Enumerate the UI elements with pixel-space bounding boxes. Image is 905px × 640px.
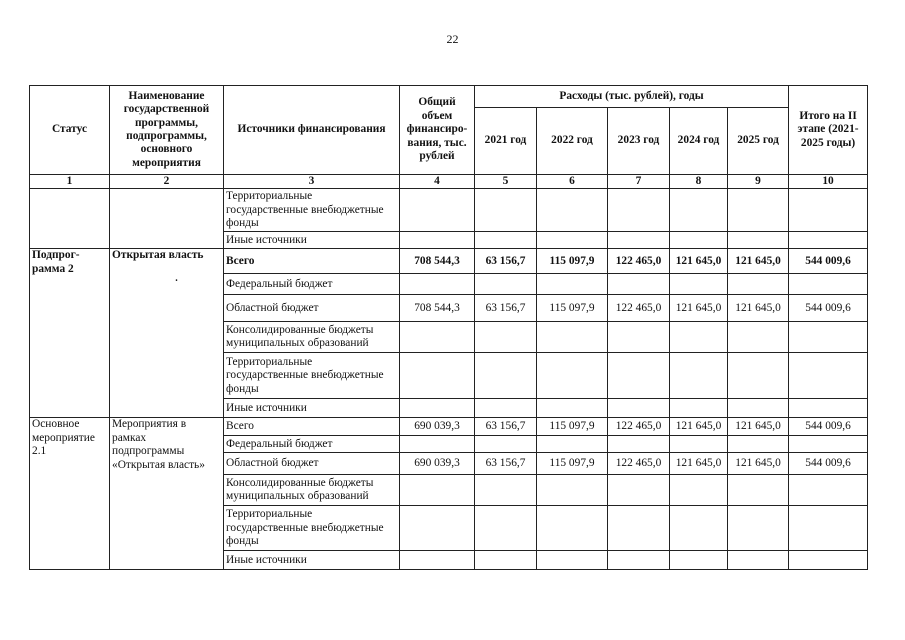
header-stage-total: Итого на II этапе (2021-2025 годы) xyxy=(789,86,868,175)
value-cell xyxy=(728,322,789,353)
value-cell xyxy=(400,232,475,249)
source-cell: Территориальные государственные внебюджетные фонды xyxy=(224,189,400,232)
value-cell: 690 039,3 xyxy=(400,453,475,475)
header-year: 2023 год xyxy=(608,108,670,175)
value-cell xyxy=(537,399,608,418)
header-year: 2024 год xyxy=(670,108,728,175)
table-row xyxy=(30,249,868,274)
value-cell: 544 009,6 xyxy=(789,418,868,436)
value-cell: 121 645,0 xyxy=(670,418,728,436)
column-number: 8 xyxy=(670,175,728,189)
status-cell: Подпрог-рамма 2 xyxy=(30,249,110,418)
value-cell xyxy=(537,436,608,453)
source-cell: Всего xyxy=(224,418,400,436)
value-cell xyxy=(608,551,670,570)
value-cell xyxy=(670,232,728,249)
value-cell xyxy=(789,274,868,295)
value-cell xyxy=(728,353,789,399)
value-cell: 115 097,9 xyxy=(537,453,608,475)
value-cell xyxy=(608,322,670,353)
value-cell xyxy=(670,551,728,570)
value-cell: 63 156,7 xyxy=(475,453,537,475)
source-cell: Иные источники xyxy=(224,399,400,418)
source-cell: Консолидированные бюджеты муниципальных образований xyxy=(224,475,400,506)
value-cell xyxy=(728,232,789,249)
value-cell xyxy=(400,399,475,418)
value-cell xyxy=(608,189,670,232)
value-cell xyxy=(475,399,537,418)
value-cell xyxy=(400,274,475,295)
value-cell xyxy=(789,322,868,353)
value-cell: 690 039,3 xyxy=(400,418,475,436)
value-cell xyxy=(728,399,789,418)
name-cell xyxy=(110,189,224,249)
value-cell: 708 544,3 xyxy=(400,295,475,322)
table-row xyxy=(30,418,868,436)
header-name: Наименование государственной программы, подпрограммы, основного мероприятия xyxy=(110,86,224,175)
value-cell: 122 465,0 xyxy=(608,295,670,322)
value-cell xyxy=(670,436,728,453)
value-cell: 121 645,0 xyxy=(728,295,789,322)
value-cell: 115 097,9 xyxy=(537,295,608,322)
value-cell: 121 645,0 xyxy=(728,453,789,475)
value-cell xyxy=(670,322,728,353)
value-cell xyxy=(400,322,475,353)
value-cell xyxy=(670,189,728,232)
value-cell xyxy=(608,475,670,506)
value-cell xyxy=(475,506,537,551)
source-cell: Областной бюджет xyxy=(224,453,400,475)
value-cell: 115 097,9 xyxy=(537,418,608,436)
value-cell xyxy=(789,189,868,232)
budget-table xyxy=(29,85,868,570)
value-cell xyxy=(670,506,728,551)
name-text: Открытая власть xyxy=(112,249,204,262)
value-cell xyxy=(537,551,608,570)
status-cell: Основное мероприятие 2.1 xyxy=(30,418,110,570)
value-cell: 63 156,7 xyxy=(475,249,537,274)
value-cell xyxy=(670,274,728,295)
value-cell xyxy=(400,506,475,551)
value-cell xyxy=(728,506,789,551)
value-cell xyxy=(400,436,475,453)
value-cell xyxy=(728,189,789,232)
value-cell xyxy=(475,475,537,506)
value-cell xyxy=(789,353,868,399)
value-cell: 708 544,3 xyxy=(400,249,475,274)
value-cell xyxy=(475,436,537,453)
value-cell xyxy=(400,475,475,506)
value-cell: 121 645,0 xyxy=(670,249,728,274)
value-cell: 63 156,7 xyxy=(475,295,537,322)
value-cell: 122 465,0 xyxy=(608,249,670,274)
column-number-row xyxy=(30,175,868,189)
value-cell xyxy=(400,551,475,570)
value-cell xyxy=(608,436,670,453)
name-cell xyxy=(110,249,224,418)
value-cell: 121 645,0 xyxy=(670,295,728,322)
source-cell: Территориальные государственные внебюджетные фонды xyxy=(224,353,400,399)
value-cell: 544 009,6 xyxy=(789,453,868,475)
value-cell: 122 465,0 xyxy=(608,453,670,475)
value-cell xyxy=(537,274,608,295)
column-number: 4 xyxy=(400,175,475,189)
source-cell: Иные источники xyxy=(224,551,400,570)
value-cell xyxy=(728,274,789,295)
value-cell: 121 645,0 xyxy=(728,249,789,274)
header-status: Статус xyxy=(30,86,110,175)
value-cell xyxy=(608,506,670,551)
value-cell xyxy=(608,274,670,295)
value-cell xyxy=(789,551,868,570)
value-cell xyxy=(537,475,608,506)
source-cell: Иные источники xyxy=(224,232,400,249)
value-cell xyxy=(400,189,475,232)
source-cell: Федеральный бюджет xyxy=(224,436,400,453)
column-number: 3 xyxy=(224,175,400,189)
value-cell xyxy=(537,506,608,551)
value-cell: 115 097,9 xyxy=(537,249,608,274)
value-cell xyxy=(475,232,537,249)
value-cell xyxy=(475,189,537,232)
column-number: 1 xyxy=(30,175,110,189)
column-number: 2 xyxy=(110,175,224,189)
header-year: 2025 год xyxy=(728,108,789,175)
value-cell xyxy=(475,353,537,399)
value-cell xyxy=(670,353,728,399)
value-cell xyxy=(537,232,608,249)
column-number: 10 xyxy=(789,175,868,189)
source-cell: Консолидированные бюджеты муниципальных образований xyxy=(224,322,400,353)
value-cell xyxy=(789,232,868,249)
column-number: 5 xyxy=(475,175,537,189)
header-expenses-group: Расходы (тыс. рублей), годы xyxy=(475,86,789,108)
value-cell xyxy=(400,353,475,399)
column-number: 7 xyxy=(608,175,670,189)
value-cell xyxy=(728,475,789,506)
value-cell: 544 009,6 xyxy=(789,295,868,322)
name-cell: Мероприятия в рамках подпрограммы «Открытая власть» xyxy=(110,418,224,570)
value-cell xyxy=(608,399,670,418)
value-cell xyxy=(537,353,608,399)
status-cell xyxy=(30,189,110,249)
value-cell xyxy=(789,475,868,506)
value-cell xyxy=(728,436,789,453)
value-cell: 544 009,6 xyxy=(789,249,868,274)
value-cell: 121 645,0 xyxy=(670,453,728,475)
value-cell xyxy=(475,322,537,353)
column-number: 9 xyxy=(728,175,789,189)
header-year: 2021 год xyxy=(475,108,537,175)
value-cell xyxy=(789,399,868,418)
value-cell xyxy=(670,475,728,506)
value-cell xyxy=(789,506,868,551)
value-cell: 63 156,7 xyxy=(475,418,537,436)
value-cell: 122 465,0 xyxy=(608,418,670,436)
stray-mark: . xyxy=(175,272,178,284)
header-sources: Источники финансирования xyxy=(224,86,400,175)
column-number: 6 xyxy=(537,175,608,189)
value-cell xyxy=(608,353,670,399)
header-year: 2022 год xyxy=(537,108,608,175)
table-row xyxy=(30,189,868,232)
header-total-volume: Общий объем финансиро-вания, тыс. рублей xyxy=(400,86,475,175)
value-cell xyxy=(537,189,608,232)
value-cell xyxy=(728,551,789,570)
value-cell xyxy=(608,232,670,249)
source-cell: Областной бюджет xyxy=(224,295,400,322)
value-cell xyxy=(537,322,608,353)
source-cell: Федеральный бюджет xyxy=(224,274,400,295)
value-cell: 121 645,0 xyxy=(728,418,789,436)
source-cell: Территориальные государственные внебюджетные фонды xyxy=(224,506,400,551)
value-cell xyxy=(789,436,868,453)
value-cell xyxy=(475,551,537,570)
value-cell xyxy=(670,399,728,418)
source-cell: Всего xyxy=(224,249,400,274)
page-number: 22 xyxy=(446,32,459,46)
value-cell xyxy=(475,274,537,295)
